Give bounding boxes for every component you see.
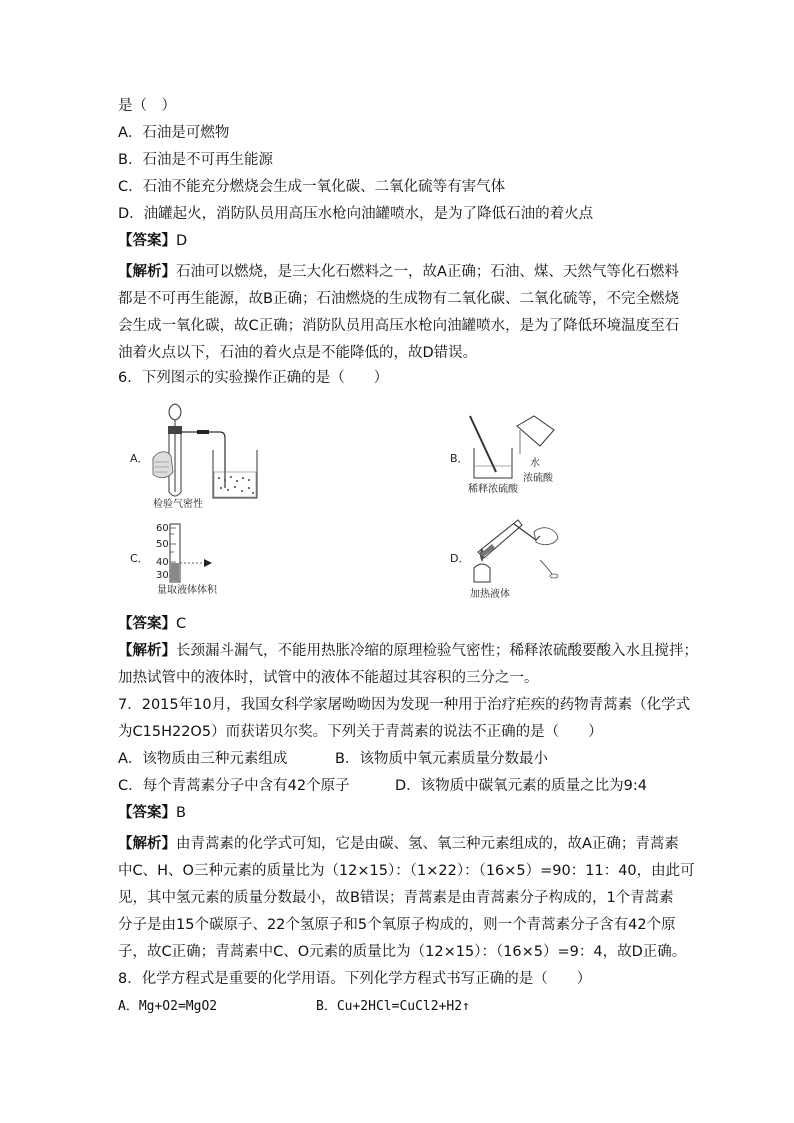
answer-label: 【答案】 (118, 616, 176, 632)
q7-analysis-line-3: 见，其中氢元素的质量分数最小，故B错误；青蒿素是由青蒿素分子构成的，1个青蒿素 (118, 890, 674, 906)
q7-analysis-line-4: 分子是由15个碳原子、22个氢原子和5个氧原子构成的，则一个青蒿素分子含有42个原 (118, 917, 676, 933)
fig-d-caption: 加热液体 (470, 589, 510, 600)
q5-stem-tail: 是（ ） (118, 98, 176, 114)
fig-c-tick-60: 60 (156, 523, 169, 534)
q7-analysis-line-5: 子，故C正确；青蒿素中C、O元素的质量比为（12×15）：（16×5）=9：4，故D正确。 (118, 944, 687, 960)
q6-analysis-line-2: 加热试管中的液体时，试管中的液体不能超过其容积的三分之一。 (118, 670, 539, 686)
answer-label: 【答案】 (118, 805, 176, 821)
analysis-text: 由青蒿素的化学式可知，它是由碳、氢、氧三种元素组成的，故A正确；青蒿素 (176, 836, 679, 852)
analysis-text: 长颈漏斗漏气，不能用热胀冷缩的原理检验气密性；稀释浓硫酸要酸入水且搅拌； (176, 643, 698, 659)
fig-b-caption: 稀释浓硫酸 (468, 484, 518, 495)
fig-a-caption: 检验气密性 (153, 499, 203, 510)
q5-option-b: B．石油是不可再生能源 (118, 152, 273, 168)
fig-d-heating-drawing (462, 510, 572, 590)
fig-a-letter: A． (130, 452, 149, 465)
q7-stem-line-2: 为C15H22O5）而获诺贝尔奖。下列关于青蒿素的说法不正确的是（ ） (118, 724, 603, 740)
q5-analysis-line-3: 会生成一氧化碳，故C正确；消防队员用高压水枪向油罐喷水，是为了降低环境温度至石 (118, 318, 680, 334)
q5-option-a: A．石油是可燃物 (118, 125, 230, 141)
q7-analysis-line-2: 中C、H、O三种元素的质量比为（12×15）：（1×22）：（16×5）=90：11：40，由此可 (118, 863, 695, 879)
fig-c-cylinder-drawing (168, 522, 218, 584)
q7-option-d: D．该物质中碳氧元素的质量之比为9:4 (395, 778, 647, 794)
q5-analysis-line-1 (118, 262, 678, 282)
fig-b-letter: B． (450, 452, 469, 465)
q7-option-b: B．该物质中氧元素质量分数最小 (335, 751, 548, 767)
fig-a-airtightness-drawing (145, 400, 275, 505)
answer-label: 【答案】 (118, 233, 176, 249)
analysis-label: 【解析】 (118, 836, 176, 852)
q5-answer (118, 231, 678, 251)
q8-option-a: A．Mg+O2=MgO2 (118, 999, 218, 1014)
q7-option-a: A．该物质由三种元素组成 (118, 751, 288, 767)
q6-answer (118, 614, 678, 634)
fig-d-letter: D． (450, 552, 470, 565)
analysis-label: 【解析】 (118, 643, 176, 659)
fig-c-letter: C． (130, 552, 149, 565)
fig-c-tick-50: 50 (156, 539, 169, 550)
q8-option-b: B．Cu+2HCl=CuCl2+H2↑ (316, 999, 470, 1014)
fig-c-tick-40: 40 (156, 557, 169, 568)
analysis-label: 【解析】 (118, 264, 176, 280)
q7-analysis-line-1 (118, 834, 678, 854)
answer-value: B (176, 805, 186, 821)
fig-b-acid: 浓硫酸 (523, 473, 553, 484)
analysis-text: 石油可以燃烧，是三大化石燃料之一，故A正确；石油、煤、天然气等化石燃料 (176, 264, 679, 280)
answer-value: C (176, 616, 187, 632)
q6-stem: 6．下列图示的实验操作正确的是（ ） (118, 370, 389, 386)
fig-c-caption: 量取液体体积 (157, 585, 217, 596)
q5-analysis-line-4: 油着火点以下，石油的着火点是不能降低的，故D错误。 (118, 345, 478, 361)
q7-answer (118, 803, 678, 823)
fig-c-tick-30: 30 (156, 570, 169, 581)
fig-b-water: 水 (530, 458, 540, 469)
q6-analysis-line-1 (118, 641, 698, 661)
q7-option-c: C．每个青蒿素分子中含有42个原子 (118, 778, 350, 794)
q8-stem: 8．化学方程式是重要的化学用语。下列化学方程式书写正确的是（ ） (118, 971, 592, 987)
q5-option-c: C．石油不能充分燃烧会生成一氧化碳、二氧化硫等有害气体 (118, 179, 506, 195)
q5-option-d: D．油罐起火，消防队员用高压水枪向油罐喷水，是为了降低石油的着火点 (118, 206, 594, 222)
q5-analysis-line-2: 都是不可再生能源，故B正确；石油燃烧的生成物有二氧化碳、二氧化硫等，不完全燃烧 (118, 291, 679, 307)
q7-stem-line-1: 7．2015年10月，我国女科学家屠呦呦因为发现一种用于治疗疟疾的药物青蒿素（化学式 (118, 697, 691, 713)
answer-value: D (176, 233, 188, 249)
